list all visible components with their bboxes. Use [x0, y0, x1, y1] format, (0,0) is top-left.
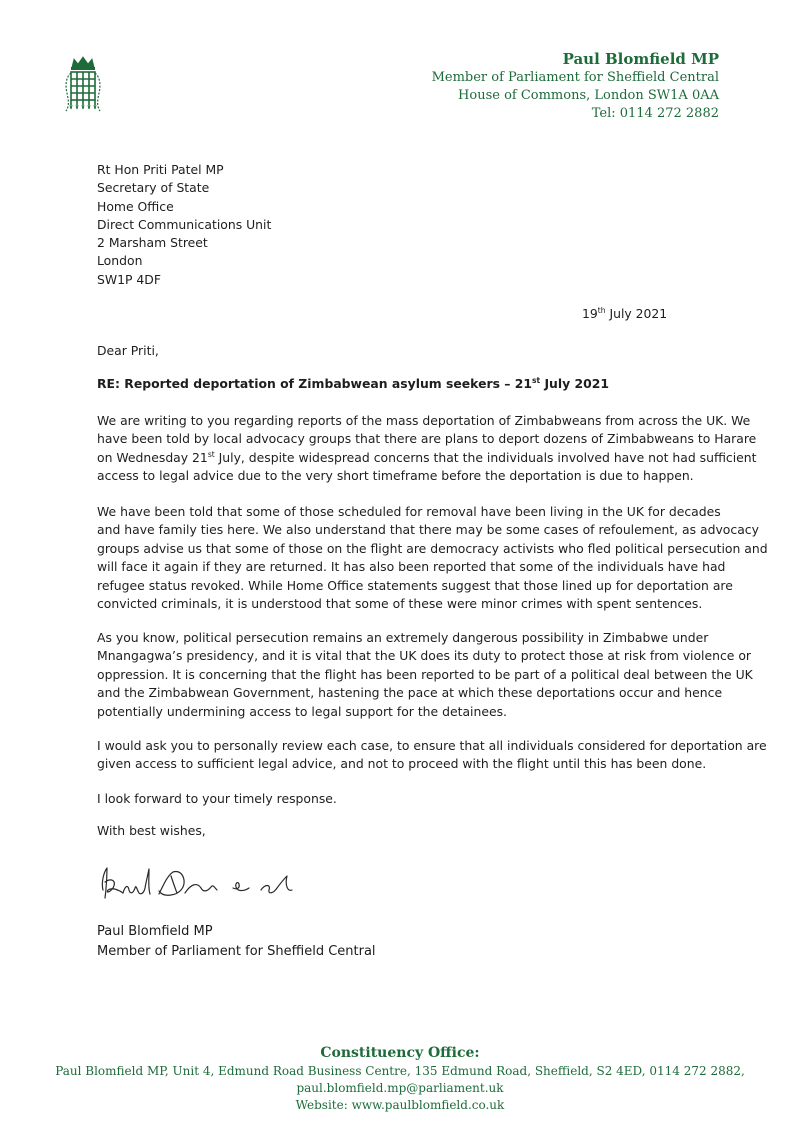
closing-request — [97, 790, 757, 808]
salutation: Dear Priti, — [97, 343, 159, 358]
paragraph-line: We have been told that some of those scheduled for removal have been living in the UK for decades — [97, 504, 721, 519]
address-line: 2 Marsham Street — [97, 235, 208, 251]
paragraph-line: I would ask you to personally review each case, to ensure that all individuals considered for deportation are — [97, 738, 767, 753]
valediction — [97, 822, 757, 840]
footer-title: Constituency Office: — [320, 1045, 480, 1061]
signature-mark — [97, 860, 312, 910]
footer-email: paul.blomfield.mp@parliament.uk — [296, 1081, 504, 1095]
signoff-block — [97, 922, 376, 962]
paragraph-2 — [97, 503, 768, 613]
subject-prefix: RE: Reported deportation of Zimbabwean asylum seekers – 21 — [97, 376, 533, 391]
subject-rest: July 2021 — [544, 376, 609, 391]
paragraph-line: oppression. It is concerning that the flight has been reported to be part of a political deal between the UK — [97, 666, 753, 682]
footer-address: Paul Blomfield MP, Unit 4, Edmund Road Business Centre, 135 Edmund Road, Sheffield, S2 4ED, 0114 272 2882, — [55, 1064, 745, 1078]
paragraph-fragment: on Wednesday 21 — [97, 449, 208, 465]
paragraph-line: groups advise us that some of those on the flight are democracy activists who fled political persecution and — [97, 540, 768, 556]
paragraph-4 — [97, 737, 767, 774]
paragraph-fragment: July, despite widespread concerns that the individuals involved have not had sufficient — [218, 449, 757, 465]
paragraph-line: I look forward to your timely response. — [97, 791, 337, 806]
paragraph-line: will face it again if they are returned. It has also been reported that some of the individuals have had — [97, 559, 726, 575]
address-line: Direct Communications Unit — [97, 216, 272, 232]
letterhead-address: House of Commons, London SW1A 0AA — [458, 88, 719, 103]
letter-date — [582, 306, 667, 321]
paragraph-line: convicted criminals, it is understood that some of these were minor crimes with spent sentences. — [97, 596, 703, 612]
letterhead-name: Paul Blomfield MP — [562, 50, 719, 68]
address-line: Home Office — [97, 198, 174, 214]
portcullis-icon — [62, 55, 104, 115]
address-line: Rt Hon Priti Patel MP — [97, 162, 224, 177]
footer-website: Website: www.paulblomfield.co.uk — [295, 1098, 505, 1112]
signoff-name: Paul Blomfield MP — [97, 924, 213, 939]
paragraph-line: refugee status revoked. While Home Office statements suggest that those lined up for deportation are — [97, 577, 733, 593]
subject-suffix: st — [532, 376, 541, 385]
paragraph-line: and the Zimbabwean Government, hastening the pace at which these deportations occur and hence — [97, 685, 723, 701]
paragraph-line: and have family ties here. We also understand that there may be some cases of refoulement, as advocacy — [97, 522, 759, 538]
signoff-role: Member of Parliament for Sheffield Central — [97, 944, 376, 959]
paragraph-line — [97, 449, 757, 467]
address-line: SW1P 4DF — [97, 271, 161, 287]
address-line: London — [97, 253, 143, 269]
paragraph-line: access to legal advice due to the very short timeframe before the deportation is due to happen. — [97, 468, 694, 484]
date-day: 19 — [582, 306, 598, 321]
recipient-address — [97, 161, 271, 289]
paragraph-line: have been told by local advocacy groups that there are plans to deport dozens of Zimbabweans to Harare — [97, 431, 757, 447]
paragraph-line: potentially undermining access to legal support for the detainees. — [97, 703, 507, 719]
subject-line — [97, 376, 609, 391]
paragraph-3 — [97, 629, 757, 721]
paragraph-line: We are writing to you regarding reports of the mass deportation of Zimbabweans from across the UK. We — [97, 413, 751, 428]
letterhead-tel: Tel: 0114 272 2882 — [591, 106, 719, 121]
paragraph-line: With best wishes, — [97, 823, 206, 838]
letterhead — [432, 50, 719, 123]
date-rest: July 2021 — [609, 306, 668, 321]
date-suffix: th — [597, 306, 606, 315]
paragraph-line: As you know, political persecution remains an extremely dangerous possibility in Zimbabwe under — [97, 630, 709, 645]
letterhead-role: Member of Parliament for Sheffield Central — [431, 70, 719, 85]
paragraph-line: Mnangagwa’s presidency, and it is vital that the UK does its duty to protect those at risk from violence or — [97, 648, 752, 664]
constituency-footer — [0, 1043, 800, 1114]
address-line: Secretary of State — [97, 180, 210, 196]
ordinal-suffix: st — [207, 449, 215, 459]
paragraph-1 — [97, 412, 757, 486]
paragraph-line: given access to sufficient legal advice, and not to proceed with the flight until this has been done. — [97, 756, 707, 772]
